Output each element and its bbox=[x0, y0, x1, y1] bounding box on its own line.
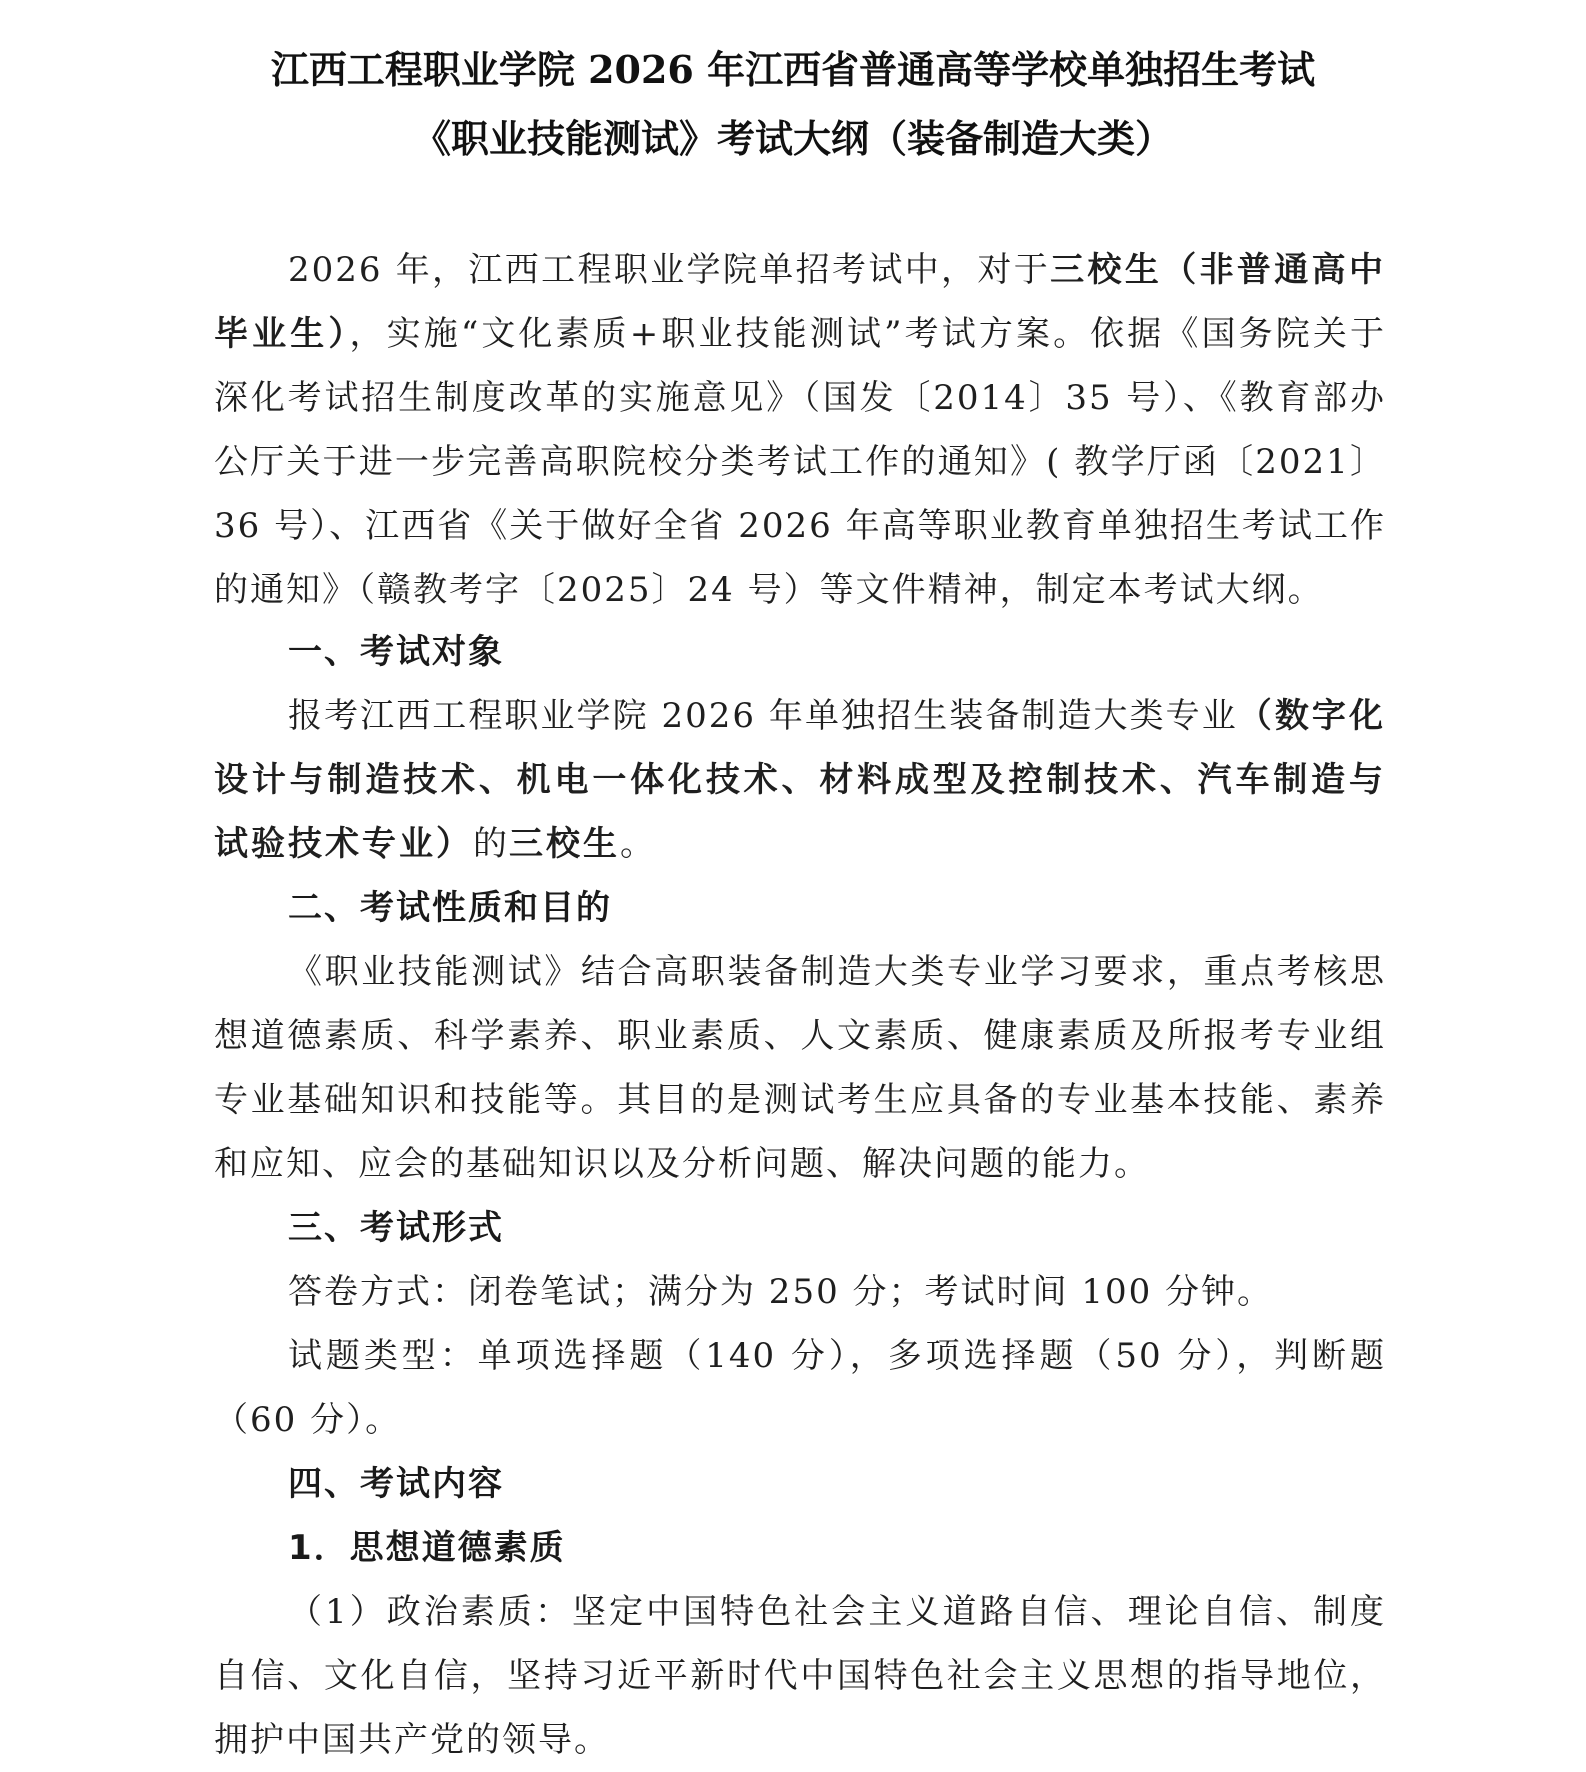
intro-text-2: ，实施“文化素质+职业技能测试”考试方案。依据《国务院关于深化考试招生制度改革的实施意见》（国发〔2014〕35 号）、《教育部办公厅关于进一步完善高职院校分类考试工作的通知》( 教学厅函〔2021〕36 号）、江西省《关于做好全省 2026 年高等职业教育单独招生考试工作的通知》（赣教考字〔2025〕24 号）等文件精神，制定本考试大纲。 bbox=[214, 314, 1386, 610]
section-3-heading: 三、考试形式 bbox=[288, 1208, 504, 1248]
intro-bold-text: 三校生（非普通高中毕业生） bbox=[214, 250, 1387, 354]
question-types-text: 试题类型：单项选择题（140 分），多项选择题（50 分），判断题（60 分）。 bbox=[214, 1336, 1386, 1440]
section-2-paragraph bbox=[214, 940, 1386, 1196]
section-1-text-1: 报考江西工程职业学院 2026 年单独招生装备制造大类专业 bbox=[288, 696, 1238, 736]
political-quality-paragraph bbox=[214, 1580, 1386, 1772]
subsection-1-heading: 1．思想道德素质 bbox=[288, 1528, 566, 1568]
question-types-paragraph bbox=[214, 1324, 1386, 1452]
section-1-paragraph bbox=[214, 684, 1386, 876]
document-title-line-2: 《职业技能测试》考试大纲（装备制造大类） bbox=[412, 116, 1173, 161]
exam-format-line: 答卷方式：闭卷笔试；满分为 250 分；考试时间 100 分钟。 bbox=[288, 1272, 1274, 1312]
section-1-heading: 一、考试对象 bbox=[288, 632, 504, 672]
section-1-text-3: 。 bbox=[620, 824, 656, 864]
section-2-heading: 二、考试性质和目的 bbox=[288, 888, 612, 928]
section-4-heading: 四、考试内容 bbox=[288, 1464, 504, 1504]
intro-text-1: 2026 年，江西工程职业学院单招考试中，对于 bbox=[288, 250, 1051, 290]
intro-paragraph bbox=[214, 238, 1386, 622]
section-1-majors: （数字化设计与制造技术、机电一体化技术、材料成型及控制技术、汽车制造与试验技术专业） bbox=[214, 696, 1386, 864]
section-2-text: 《职业技能测试》结合高职装备制造大类专业学习要求，重点考核思想道德素质、科学素养、职业素质、人文素质、健康素质及所报考专业组专业基础知识和技能等。其目的是测试考生应具备的专业基本技能、素养和应知、应会的基础知识以及分析问题、解决问题的能力。 bbox=[214, 952, 1386, 1184]
section-1-target: 三校生 bbox=[509, 824, 620, 864]
document-title-line-1: 江西工程职业学院 2026 年江西省普通高等学校单独招生考试 bbox=[270, 47, 1316, 92]
political-quality-text: （1）政治素质：坚定中国特色社会主义道路自信、理论自信、制度自信、文化自信，坚持习近平新时代中国特色社会主义思想的指导地位，拥护中国共产党的领导。 bbox=[214, 1592, 1386, 1760]
section-1-text-2: 的 bbox=[473, 824, 509, 864]
